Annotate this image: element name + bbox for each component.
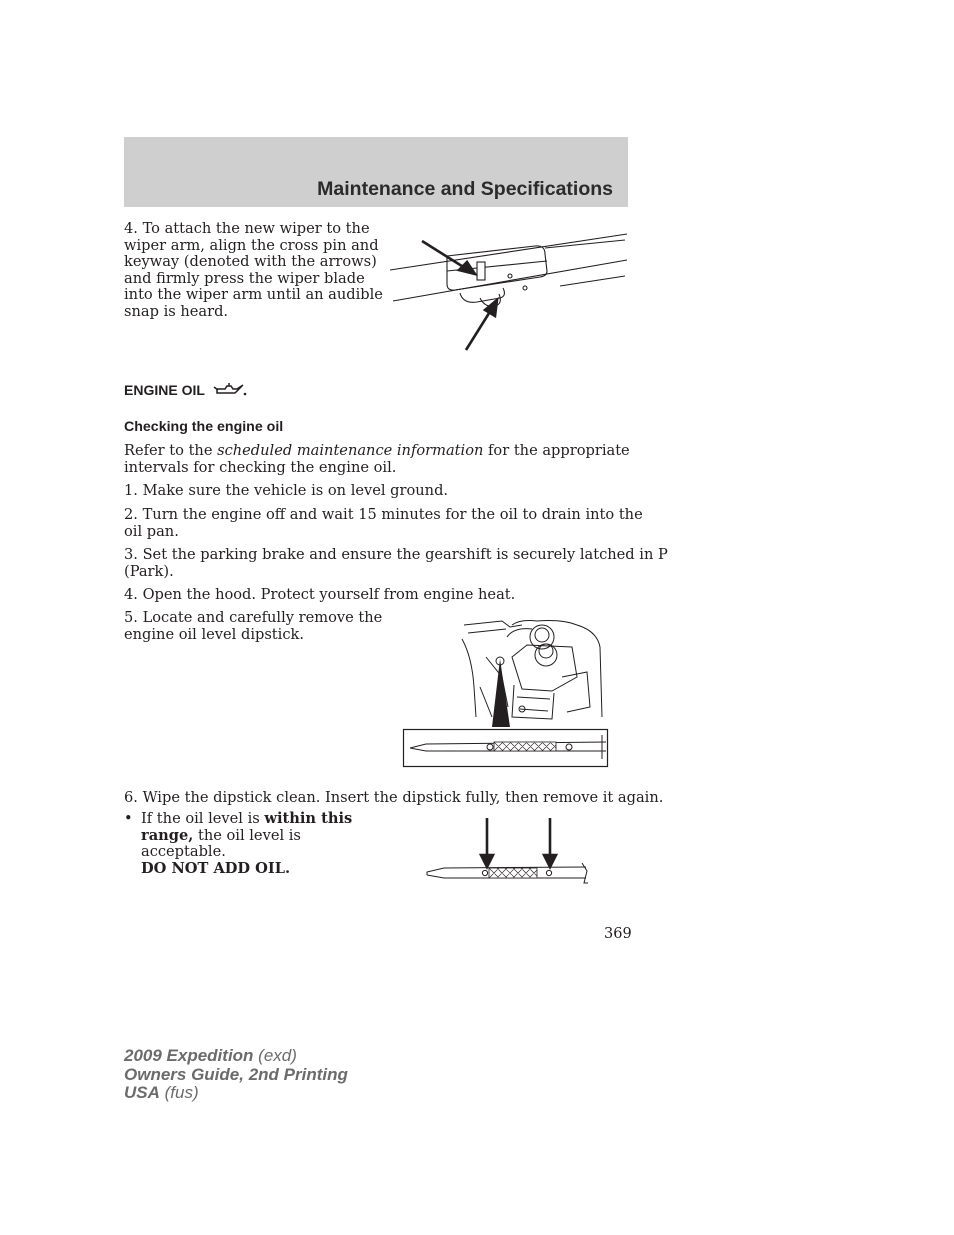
footer-market: USA — [124, 1083, 160, 1102]
checking-oil-subheading: Checking the engine oil — [124, 419, 284, 435]
step-1: 1. Make sure the vehicle is on level ground. — [124, 482, 449, 499]
intro-line-1 — [124, 443, 630, 460]
dipstick-safe-range-hatch — [494, 742, 556, 751]
footer-market-code: (fus) — [159, 1083, 199, 1102]
bullet-marker: • — [124, 810, 133, 827]
engine-dipstick-illustration — [402, 617, 610, 769]
wiper-line: wiper arm, align the cross pin and — [124, 236, 379, 254]
engine-oil-title: ENGINE OIL — [124, 382, 205, 398]
bullet-prefix: If the oil level is — [141, 810, 265, 827]
wiper-line: and firmly press the wiper blade — [124, 269, 365, 287]
wiper-line: snap is heard. — [124, 302, 229, 320]
step-5 — [124, 610, 382, 643]
header-band — [124, 137, 628, 207]
footer-document-info — [124, 1047, 348, 1103]
wiper-line: into the wiper arm until an audible — [124, 286, 383, 304]
page-section-title: Maintenance and Specifications — [317, 178, 613, 200]
footer-line-3 — [124, 1084, 348, 1103]
bullet-bold-2: range, — [141, 826, 194, 844]
engine-oil-heading — [124, 381, 247, 399]
step-3-line-1: 3. Set the parking brake and ensure the gearshift is securely latched in P — [124, 546, 668, 563]
step-2-line-1: 2. Turn the engine off and wait 15 minutes for the oil to drain into the — [124, 506, 643, 523]
do-not-add-oil: DO NOT ADD OIL. — [141, 859, 291, 877]
step-3 — [124, 547, 668, 580]
intro-prefix: Refer to the — [124, 442, 218, 459]
scheduled-maintenance-reference: scheduled maintenance information — [217, 442, 484, 459]
step-6: 6. Wipe the dipstick clean. Insert the dipstick fully, then remove it again. — [124, 789, 664, 806]
bullet-bold-1: within this — [264, 810, 353, 827]
step-2 — [124, 507, 643, 540]
bullet-mid: the oil level is acceptable. — [141, 826, 301, 861]
step-5-line-2: engine oil level dipstick. — [124, 625, 304, 643]
intro-paragraph — [124, 443, 630, 476]
bullet-line-2 — [141, 828, 381, 861]
bullet-line-3 — [141, 861, 381, 878]
wiper-step-text — [124, 221, 383, 321]
page-number: 369 — [604, 926, 632, 942]
step-3-line-2: (Park). — [124, 562, 174, 580]
wiper-line: 4. To attach the new wiper to the — [124, 220, 370, 237]
wiper-line: keyway (denoted with the arrows) — [124, 253, 377, 271]
bullet-text — [141, 811, 381, 877]
step-2-line-2: oil pan. — [124, 522, 179, 540]
step-4: 4. Open the hood. Protect yourself from engine heat. — [124, 586, 516, 603]
wiper-arm-illustration — [385, 226, 630, 356]
bullet-line-1 — [141, 811, 381, 828]
dipstick-range-illustration — [424, 815, 592, 887]
step-5-line-1: 5. Locate and carefully remove the — [124, 609, 383, 626]
footer-printing: Owners Guide, 2nd Printing — [124, 1064, 348, 1084]
intro-suffix: for the appropriate — [483, 442, 630, 459]
footer-line-1 — [124, 1047, 348, 1066]
oil-can-icon — [213, 381, 247, 399]
footer-line-2 — [124, 1066, 348, 1085]
footer-model-code: (exd) — [253, 1046, 297, 1065]
intro-line-2: intervals for checking the engine oil. — [124, 458, 397, 476]
footer-model: 2009 Expedition — [124, 1046, 254, 1065]
